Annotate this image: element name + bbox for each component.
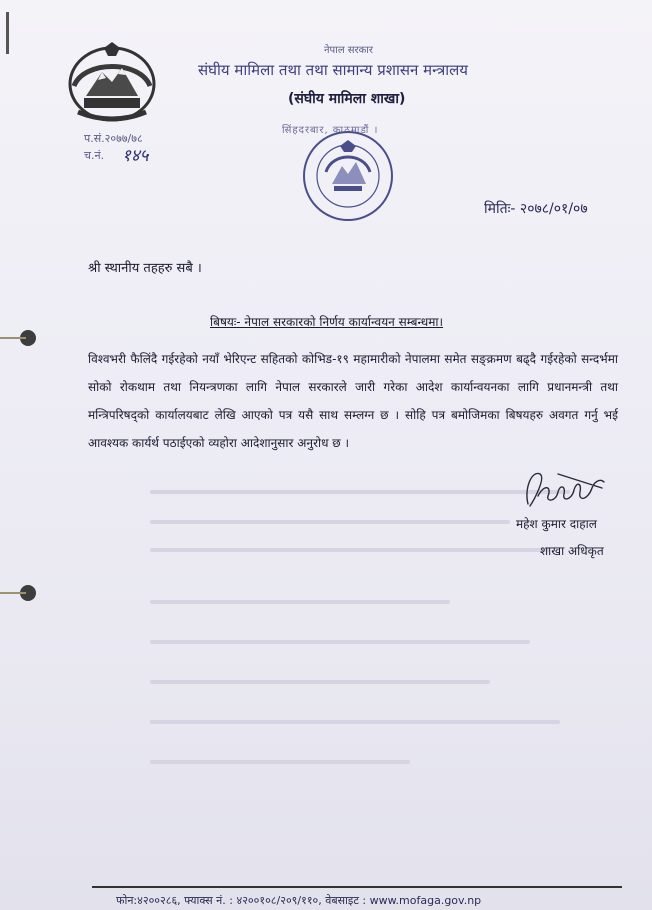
recipient: श्री स्थानीय तहहरु सबै । bbox=[88, 261, 202, 276]
government-label: नेपाल सरकार bbox=[324, 45, 373, 56]
patra-sankhya: प.सं.२०७७/७८ bbox=[84, 132, 143, 145]
subject-line: बिषयः- नेपाल सरकारको निर्णय कार्यान्वयन सम्बन्धमा। bbox=[210, 315, 444, 329]
footer-contact: फोन:४२००२८६, फ्याक्स नं. : ४२००१०८/२०९/११०, वेबसाइट : www.mofaga.gov.np bbox=[116, 894, 482, 907]
footer-divider bbox=[92, 886, 622, 888]
signatory-designation: शाखा अधिकृत bbox=[540, 544, 604, 558]
letter-body: विश्वभरी फैलिंदै गईरहेको नयाँ भेरिएन्ट सहितको कोभिड-१९ महामारीको नेपालमा समेत सङ्क्रमण बढ्दै गईरहेको सन्दर्भमा सोको रोकथाम तथा नियन्त्रणका लागि नेपाल सरकारले जारी गरेका आदेश कार्यान्वयनका लागि प्रधानमन्त्री तथा मन्त्रिपरिषद्को कार्यालयबाट लेखि आएको पत्र यसै साथ सम्लग्न छ । सोहि पत्र बमोजिमका बिषयहरु अवगत गर्नु भई आवश्यक कार्यर्थ पठाईएको व्यहोरा आदेशानुसार अनुरोध छ । bbox=[88, 352, 618, 450]
signatory-name: महेश कुमार दाहाल bbox=[516, 517, 597, 531]
letter-date: मितिः- २०७८/०१/०७ bbox=[484, 201, 588, 217]
office-location: सिंहदरबार, काठमाडौं । bbox=[282, 125, 379, 136]
office-seal-stamp-icon bbox=[300, 128, 396, 224]
page-edge-mark bbox=[6, 12, 9, 54]
binding-thread-top bbox=[0, 337, 26, 339]
handwritten-signature-icon bbox=[518, 460, 608, 516]
nepal-emblem-icon bbox=[64, 40, 160, 124]
chalani-number: १४५ bbox=[122, 146, 149, 166]
binding-thread-bottom bbox=[0, 592, 26, 594]
ministry-name: संघीय मामिला तथा तथा सामान्य प्रशासन मन्त्रालय bbox=[198, 61, 468, 79]
chalani-label: च.नं. bbox=[84, 149, 105, 162]
branch-name: (संघीय मामिला शाखा) bbox=[288, 91, 406, 107]
